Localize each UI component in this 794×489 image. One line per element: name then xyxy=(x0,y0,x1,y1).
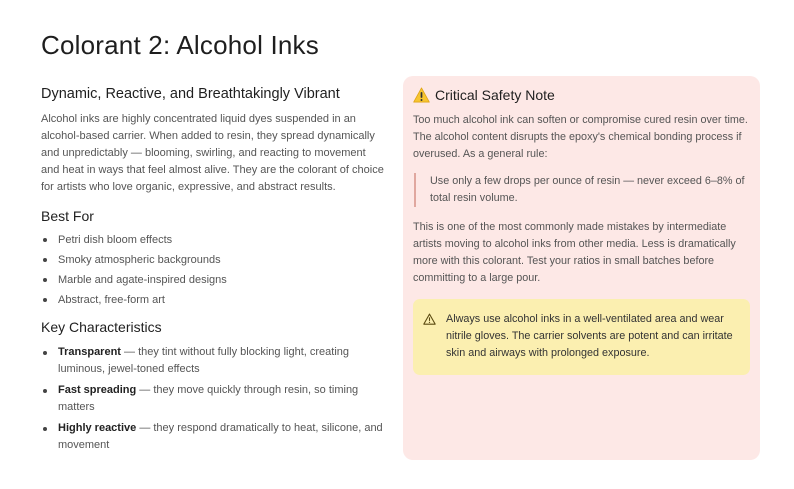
characteristics-list xyxy=(41,344,386,454)
list-item: Marble and agate-inspired designs xyxy=(41,273,386,287)
alert-text: Always use alcohol inks in a well-ventilated area and wear nitrile gloves. The carrier solvents are potent and can irritate skin and airways with prolonged exposure. xyxy=(446,313,733,359)
characteristic-term: Highly reactive xyxy=(58,422,137,434)
key-characteristics-heading: Key Characteristics xyxy=(41,319,162,335)
characteristic-term: Transparent xyxy=(58,346,121,358)
safety-note-panel xyxy=(403,76,760,460)
best-for-list xyxy=(41,233,386,307)
panel-paragraph: Too much alcohol ink can soften or compromise cured resin over time. The alcohol content disrupts the epoxy's chemical bonding process if overused. As a general rule: xyxy=(413,114,748,160)
panel-header xyxy=(413,87,750,103)
characteristic-term: Fast spreading xyxy=(58,384,137,396)
list-item xyxy=(41,420,386,454)
page-title: Colorant 2: Alcohol Inks xyxy=(41,30,319,60)
panel-paragraph: This is one of the most commonly made mistakes by intermediate artists moving to alcohol inks from other media. Less is dramatically more with this colorant. Test your ratios in small batches before committing to a large pour. xyxy=(413,221,736,284)
best-for-heading: Best For xyxy=(41,208,94,224)
blockquote: Use only a few drops per ounce of resin — never exceed 6–8% of total resin volume. xyxy=(414,173,750,207)
characteristic-desc: — they move quickly through resin, so timing matters xyxy=(58,384,359,413)
characteristic-desc: — they tint without fully blocking light, creating luminous, jewel-toned effects xyxy=(58,346,350,375)
left-column xyxy=(41,86,386,458)
list-item: Petri dish bloom effects xyxy=(41,233,386,247)
panel-title: Critical Safety Note xyxy=(435,87,555,103)
characteristic-desc: — they respond dramatically to heat, silicone, and movement xyxy=(58,422,383,451)
list-item: Abstract, free-form art xyxy=(41,293,386,307)
list-item xyxy=(41,344,386,378)
warning-alert xyxy=(413,299,750,375)
warning-triangle-icon xyxy=(423,313,436,325)
intro-paragraph: Alcohol inks are highly concentrated liquid dyes suspended in an alcohol-based carrier. When added to resin, they spread dynamically and unpredictably — blooming, swirling, and reacting to movement and heat in ways that feel almost alive. They are the colorant of choice for artists who love organic, expressive, and abstract results. xyxy=(41,113,384,193)
warning-emoji-icon xyxy=(413,87,430,103)
list-item xyxy=(41,382,386,416)
section-subtitle: Dynamic, Reactive, and Breathtakingly Vibrant xyxy=(41,86,340,102)
list-item: Smoky atmospheric backgrounds xyxy=(41,253,386,267)
